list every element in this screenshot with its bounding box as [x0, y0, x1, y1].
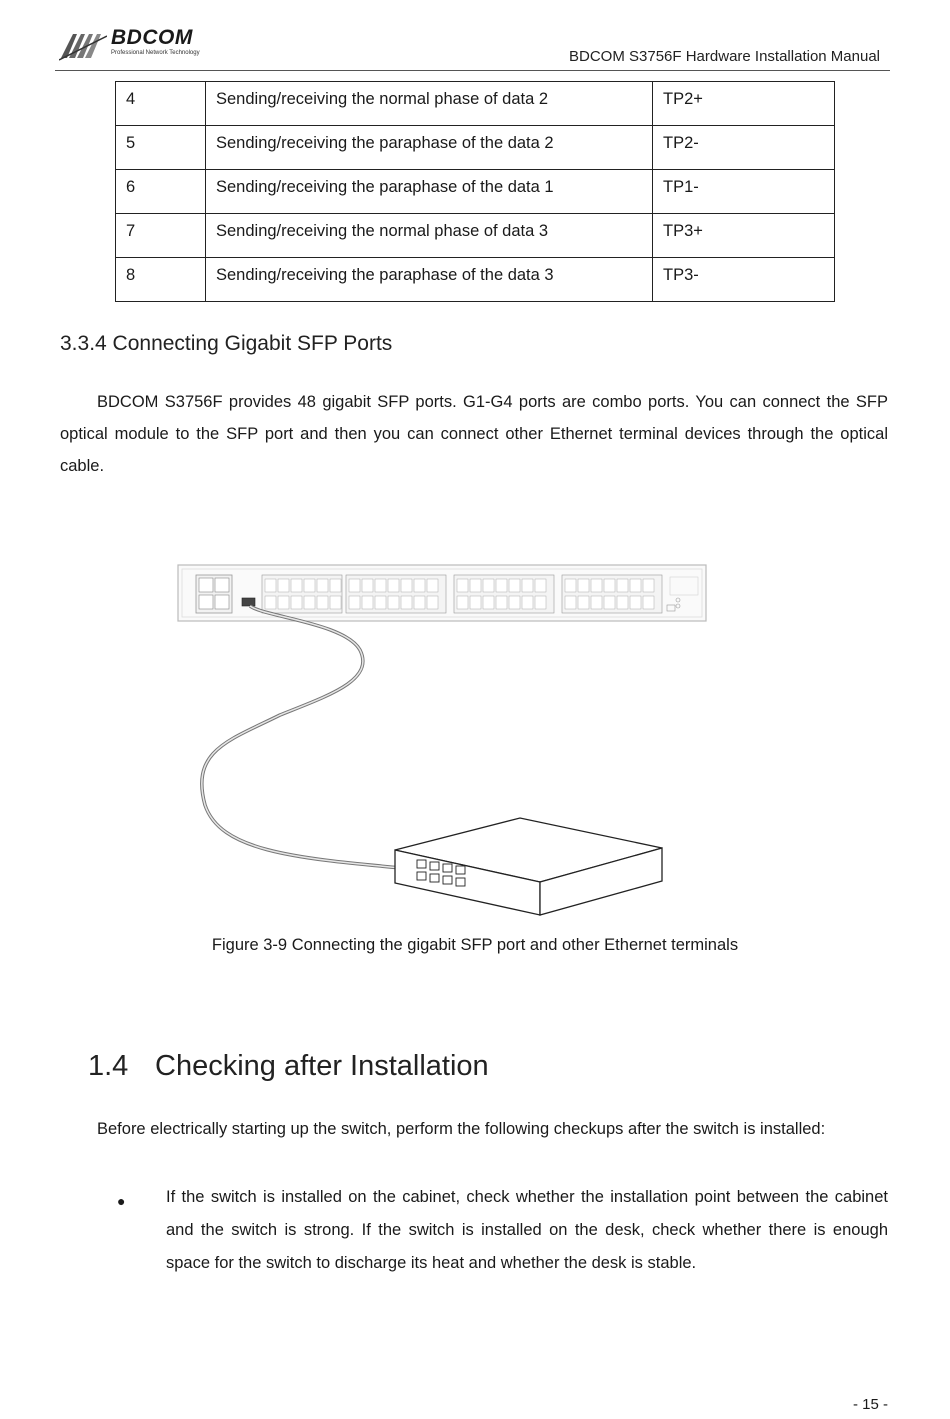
pin-signal: TP3+ [653, 214, 835, 258]
ethernet-terminal-device [395, 818, 662, 915]
pin-number: 6 [116, 170, 206, 214]
manual-title: BDCOM S3756F Hardware Installation Manual [569, 48, 880, 65]
connection-figure [170, 555, 715, 920]
figure-caption: Figure 3-9 Connecting the gigabit SFP port and other Ethernet terminals [211, 936, 739, 954]
pin-assignment-table [115, 81, 835, 302]
pin-signal: TP1- [653, 170, 835, 214]
pin-number: 4 [116, 82, 206, 126]
section-heading-1-4 [88, 1050, 489, 1083]
table-row [116, 258, 835, 302]
section-number: 1.4 [88, 1050, 129, 1082]
bdcom-logo [59, 24, 209, 64]
optical-cable [202, 606, 402, 868]
bullet-icon: ● [117, 1193, 126, 1209]
checkup-bullet-item: If the switch is installed on the cabinet, check whether the installation point between the cabinet and the switch is strong. If the switch is installed on the desk, check whether there is enough space for the switch to discharge its heat and whether the desk is stable. [166, 1188, 888, 1272]
table-row [116, 126, 835, 170]
section-intro-paragraph: Before electrically starting up the switch, perform the following checkups after the switch is installed: [97, 1120, 826, 1138]
pin-signal: TP2- [653, 126, 835, 170]
table-row [116, 82, 835, 126]
section-title: Checking after Installation [155, 1050, 489, 1082]
section-paragraph: BDCOM S3756F provides 48 gigabit SFP ports. G1-G4 ports are combo ports. You can connect the SFP optical module to the SFP port and then you can connect other Ethernet terminal devices through the optical cable. [60, 393, 888, 475]
pin-number: 7 [116, 214, 206, 258]
switch-connection-illustration [170, 555, 715, 920]
table-row [116, 170, 835, 214]
logo-mark-icon [59, 28, 107, 64]
switch-front-panel [178, 565, 706, 621]
pin-number: 5 [116, 126, 206, 170]
table-row [116, 214, 835, 258]
pin-description: Sending/receiving the normal phase of data 3 [206, 214, 653, 258]
section-heading: 3.3.4 Connecting Gigabit SFP Ports [60, 332, 393, 355]
logo-text: BDCOM [111, 26, 193, 49]
pin-signal: TP2+ [653, 82, 835, 126]
page-number: - 15 - [852, 1396, 888, 1413]
pin-signal: TP3- [653, 258, 835, 302]
pin-description: Sending/receiving the paraphase of the data 2 [206, 126, 653, 170]
pin-description: Sending/receiving the paraphase of the data 3 [206, 258, 653, 302]
pin-description: Sending/receiving the paraphase of the data 1 [206, 170, 653, 214]
pin-description: Sending/receiving the normal phase of data 2 [206, 82, 653, 126]
page-header [55, 24, 890, 71]
pin-number: 8 [116, 258, 206, 302]
logo-subtext: Professional Network Technology [111, 50, 200, 56]
